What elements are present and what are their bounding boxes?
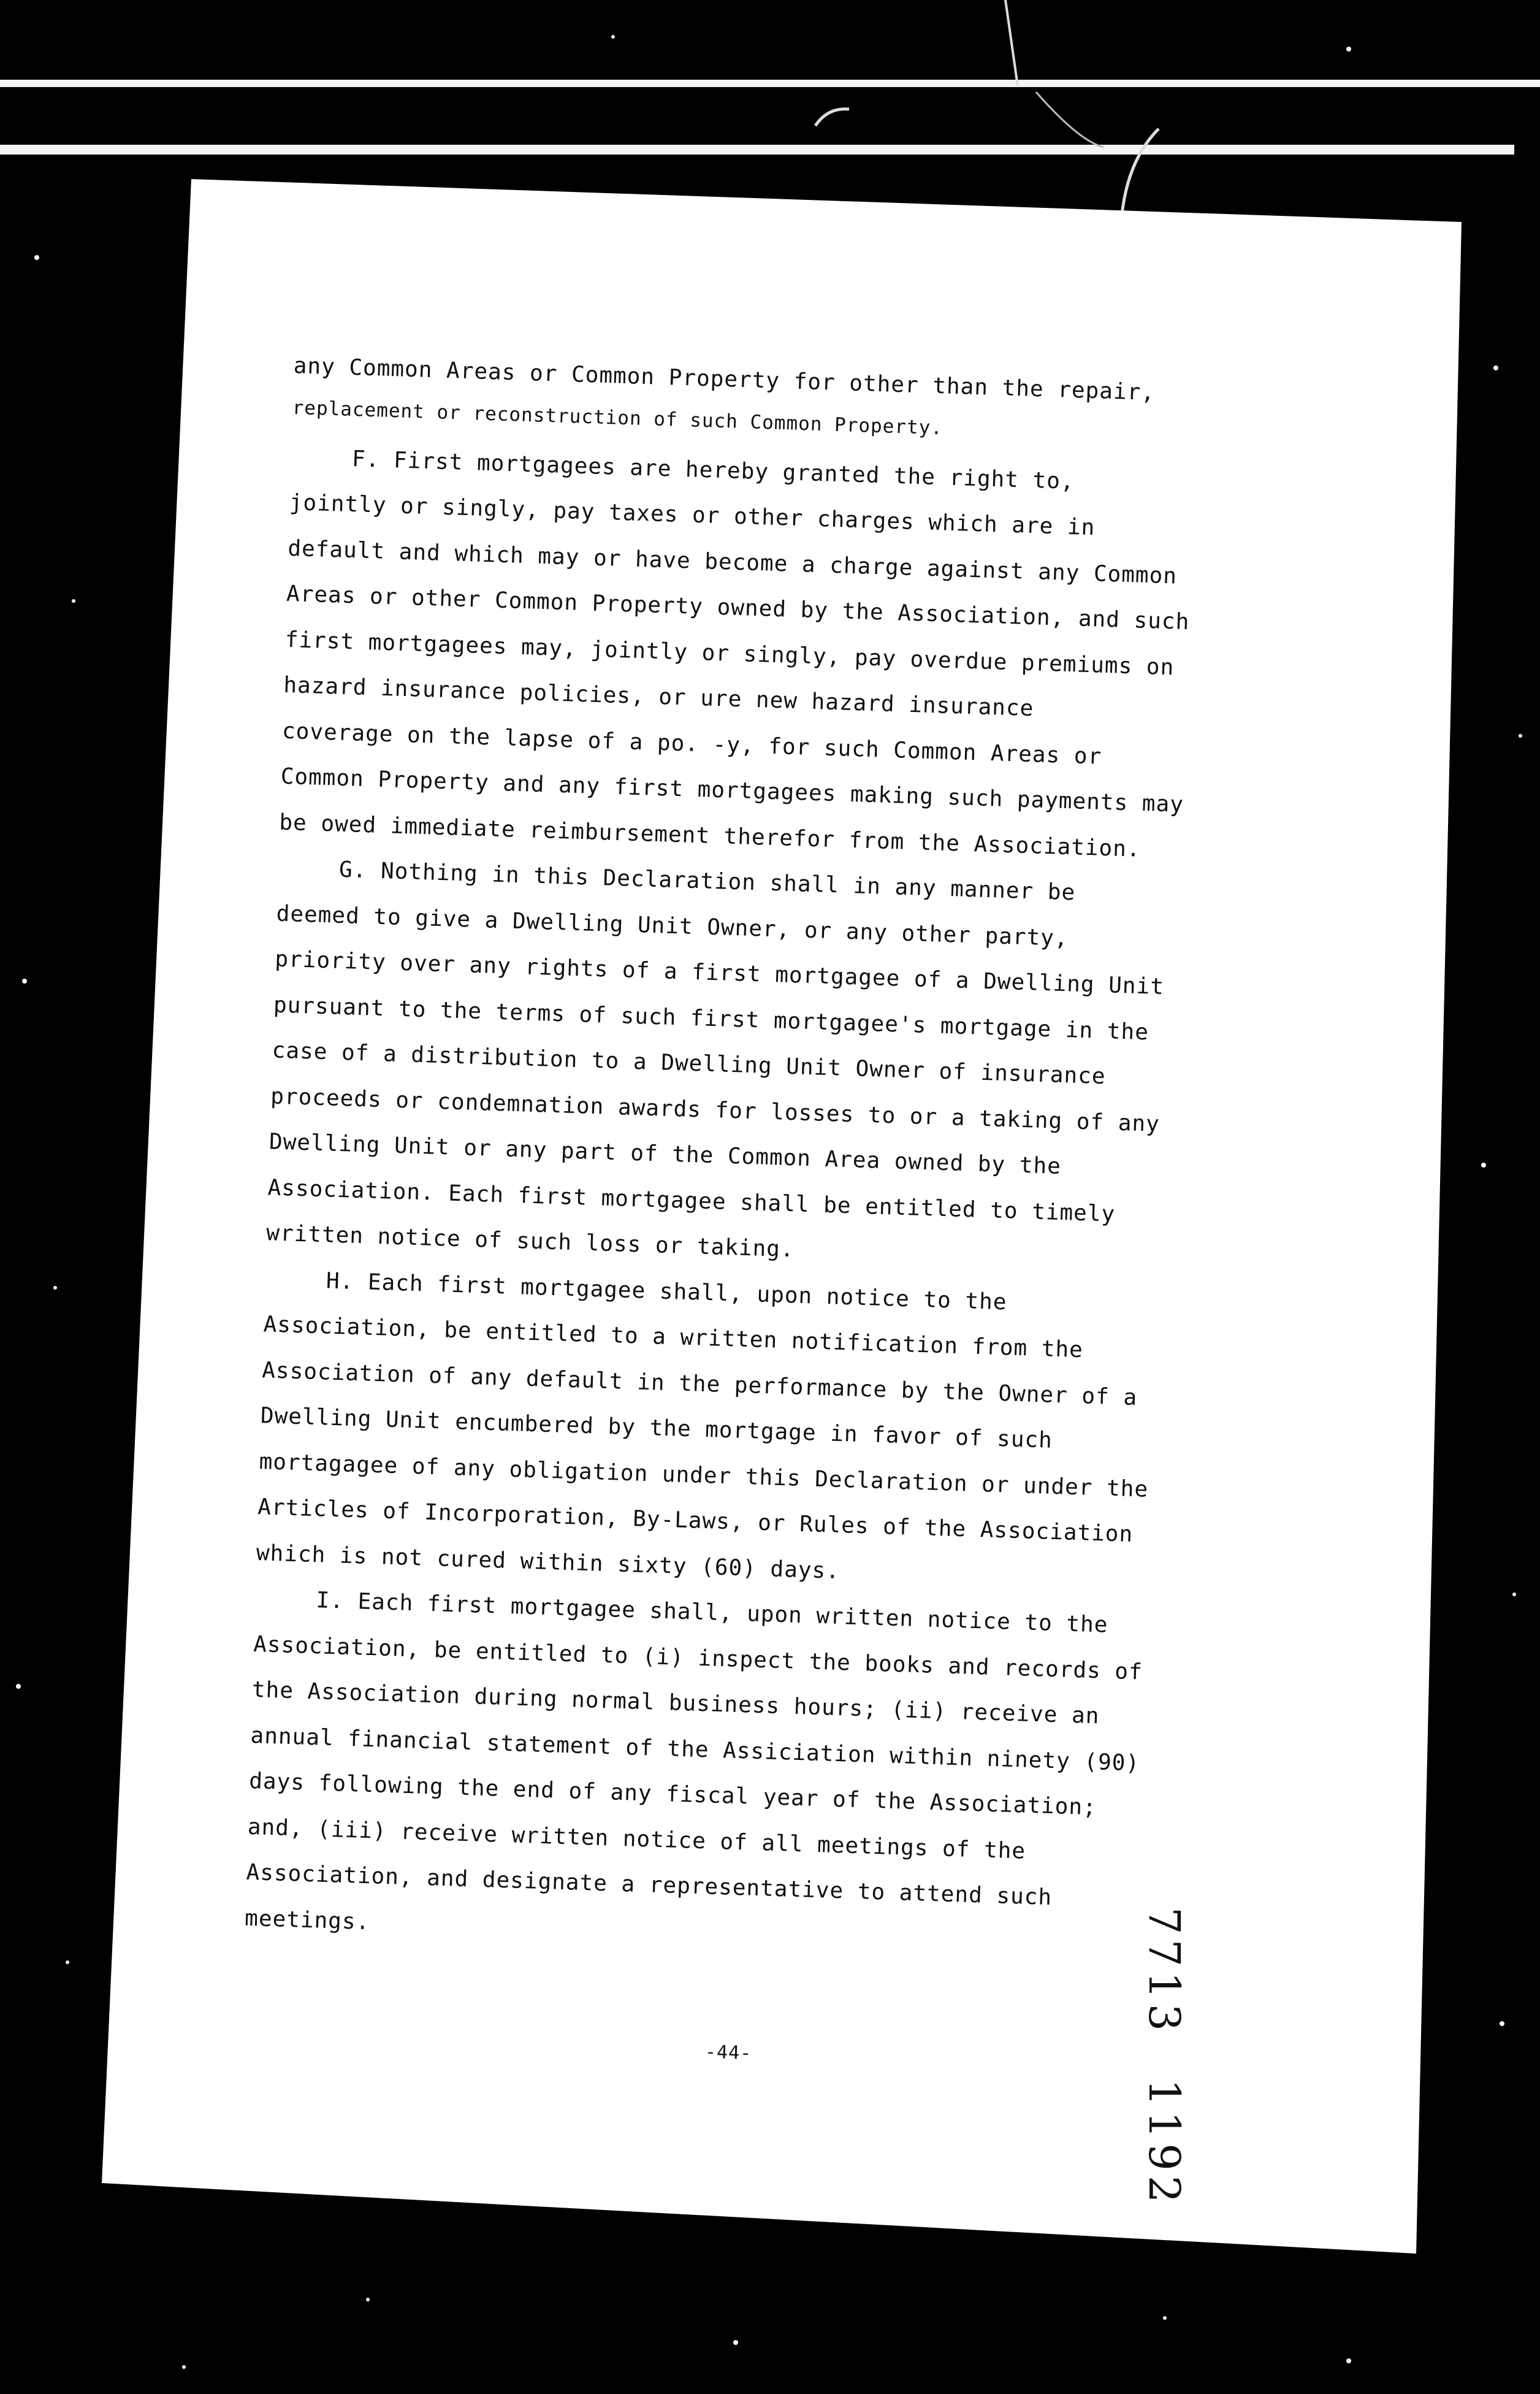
text-line: which is not cured within sixty (60) days. <box>256 1540 841 1584</box>
text-line: mortagagee of any obligation under this Declaration or under the <box>259 1448 1149 1502</box>
text-line: F. First mortgagees are hereby granted the right to, <box>351 446 1075 494</box>
text-line: I. Each first mortgagee shall, upon written notice to the <box>315 1588 1109 1638</box>
text-line: Common Property and any first mortgagees making such payments may <box>280 763 1184 817</box>
book-number: 7713 <box>1139 1907 1189 2036</box>
text-line: jointly or singly, pay taxes or other charges which are in <box>289 489 1096 541</box>
text-line: written notice of such loss or taking. <box>265 1220 795 1263</box>
text-line: any Common Areas or Common Property for other than the repair, <box>293 353 1156 406</box>
text-line: Association. Each first mortgagee shall be entitled to timely <box>267 1174 1116 1227</box>
text-line: H. Each first mortgagee shall, upon notice to the <box>326 1268 1008 1315</box>
text-line: deemed to give a Dwelling Unit Owner, or any other party, <box>276 901 1069 951</box>
text-line: days following the end of any fiscal year of the Association; <box>248 1768 1097 1821</box>
text-line: coverage on the lapse of a po. -y, for such Common Areas or <box>281 718 1102 770</box>
page-number: -44- <box>704 2041 752 2065</box>
text-line: Dwelling Unit or any part of the Common Area owned by the <box>269 1129 1062 1179</box>
text-line: meetings. <box>244 1905 370 1935</box>
text-line: Areas or other Common Property owned by the Association, and such <box>286 581 1190 635</box>
text-line: pursuant to the terms of such first mortgagee's mortgage in the <box>273 992 1149 1045</box>
paper-sheet <box>102 179 1462 2254</box>
book-page-number: 1192 <box>1139 2079 1189 2208</box>
text-line: the Association during normal business hours; (ii) receive an <box>251 1677 1100 1729</box>
text-line: replacement or reconstruction of such Common Property. <box>292 396 943 439</box>
text-line: Association, and designate a representative to attend such <box>246 1859 1053 1911</box>
text-line: be owed immediate reimbursement therefor from the Association. <box>278 809 1142 862</box>
text-line: G. Nothing in this Declaration shall in any manner be <box>338 857 1076 906</box>
text-line: Association, be entitled to (i) inspect the books and records of <box>253 1631 1143 1685</box>
text-line: Articles of Incorporation, By-Laws, or Rules of the Association <box>257 1494 1134 1547</box>
text-line: hazard insurance policies, or ure new hazard insurance <box>283 672 1034 722</box>
text-line: proceeds or condemnation awards for losses to or a taking of any <box>270 1083 1161 1137</box>
top-streak <box>0 80 1540 87</box>
text-line: first mortgagees may, jointly or singly, pay overdue premiums on <box>284 627 1175 680</box>
text-line: Dwelling Unit encumbered by the mortgage in favor of such <box>260 1403 1053 1453</box>
text-line: Association of any default in the performance by the Owner of a <box>261 1357 1138 1410</box>
text-line: and, (iii) receive written notice of all meetings of the <box>247 1814 1026 1864</box>
text-line: annual financial statement of the Assiciation within ninety (90) <box>250 1723 1140 1776</box>
text-line: priority over any rights of a first mortgagee of a Dwelling Unit <box>274 946 1165 1000</box>
text-line: default and which may or have become a charge against any Common <box>287 535 1178 589</box>
text-line: Association, be entitled to a written notification from the <box>263 1312 1084 1363</box>
text-line: case of a distribution to a Dwelling Unit Owner of insurance <box>272 1038 1107 1090</box>
top-streak <box>0 145 1514 155</box>
